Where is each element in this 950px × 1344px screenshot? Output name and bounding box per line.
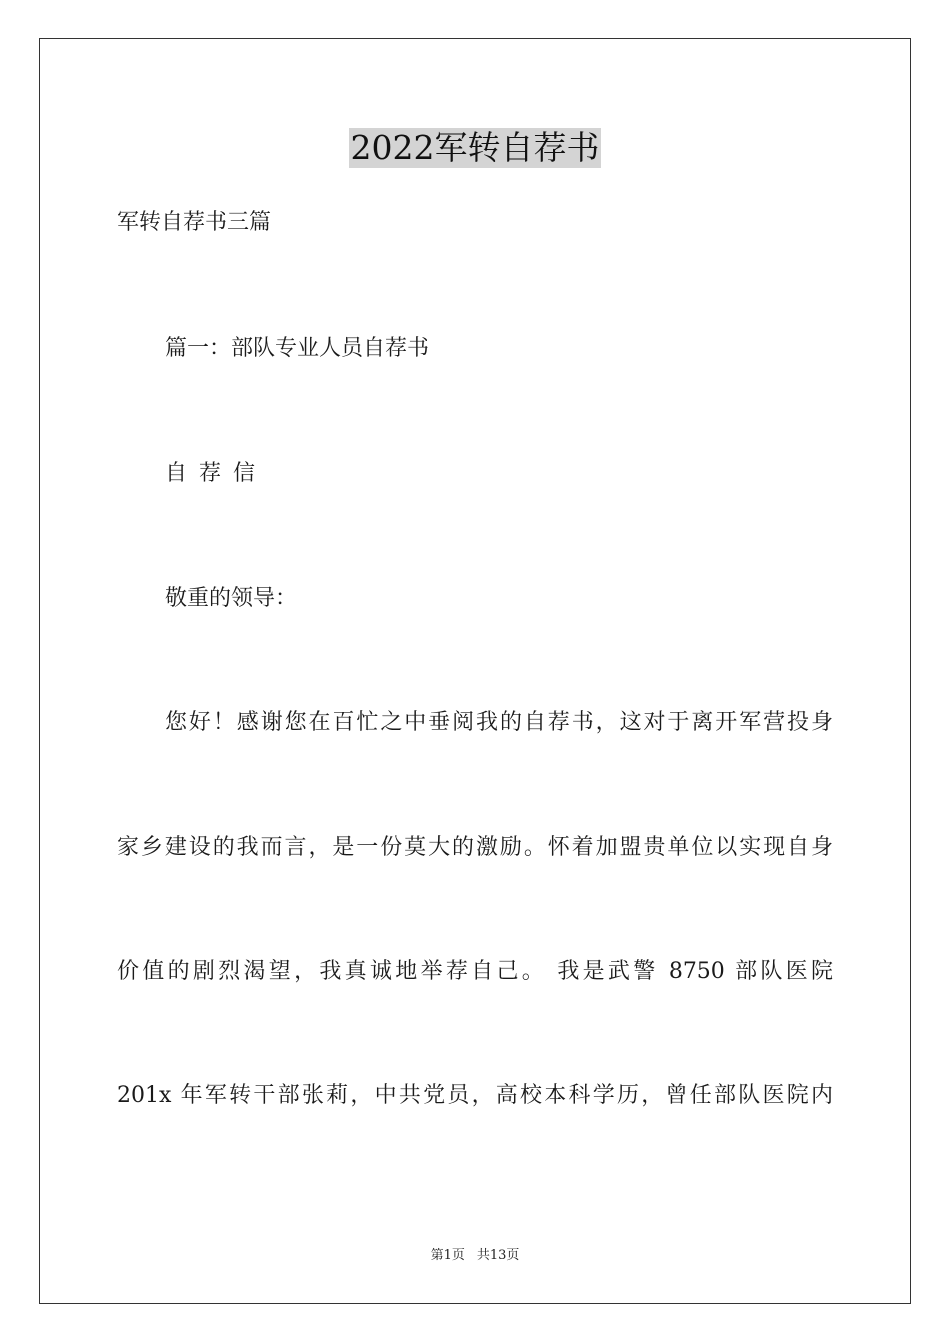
body-line: 家乡建设的我而言，是一份莫大的激励。怀着加盟贵单位以实现自身: [117, 835, 833, 860]
page-total: 共13页: [476, 1248, 520, 1263]
letter-title: 自荐信: [165, 461, 268, 486]
document-subtitle: 军转自荐书三篇: [117, 210, 272, 235]
body-line: 价值的剧烈渴望，我真诚地举荐自己。 我是武警 8750 部队医院: [117, 959, 833, 984]
document-title: 2022军转自荐书: [350, 128, 600, 167]
page-number: 第1页: [430, 1248, 465, 1263]
title-container: [0, 128, 950, 168]
section-heading: 篇一：部队专业人员自荐书: [165, 336, 430, 361]
page-footer: [0, 1247, 950, 1265]
body-line: 您好！感谢您在百忙之中垂阅我的自荐书，这对于离开军营投身: [165, 710, 833, 735]
salutation: 敬重的领导：: [165, 586, 298, 611]
body-line: 201x 年军转干部张莉，中共党员，高校本科学历，曾任部队医院内: [117, 1083, 833, 1108]
